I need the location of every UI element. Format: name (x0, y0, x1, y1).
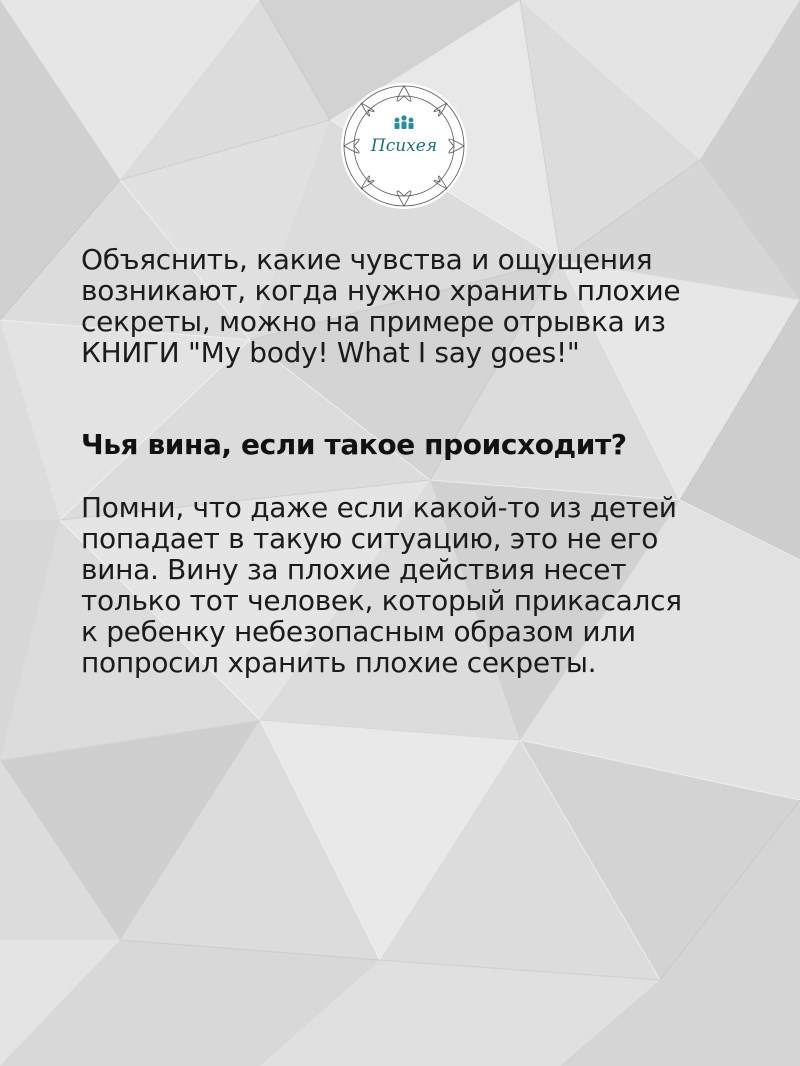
intro-line: Объяснить, какие чувства и ощущения (81, 243, 653, 276)
body-line: только тот человек, который прикасался (81, 584, 682, 617)
section-heading: Чья вина, если такое происходит? (81, 428, 627, 461)
intro-line: возникают, когда нужно хранить плохие (81, 274, 681, 307)
body-paragraph (81, 492, 731, 678)
body-line: попросил хранить плохие секреты. (81, 646, 597, 679)
intro-line: КНИГИ "My body! What I say goes!" (81, 336, 580, 369)
intro-paragraph (81, 244, 731, 368)
logo-wordmark: Психея (370, 136, 438, 156)
body-line: попадает в такую ситуацию, это не его (81, 522, 659, 555)
body-line: вина. Вину за плохие действия несет (81, 553, 627, 586)
body-line: Помни, что даже если какой-то из детей (81, 491, 677, 524)
body-line: к ребенку небезопасным образом или (81, 615, 636, 648)
psycheya-logo (338, 80, 470, 212)
intro-line: секреты, можно на примере отрывка из (81, 305, 666, 338)
